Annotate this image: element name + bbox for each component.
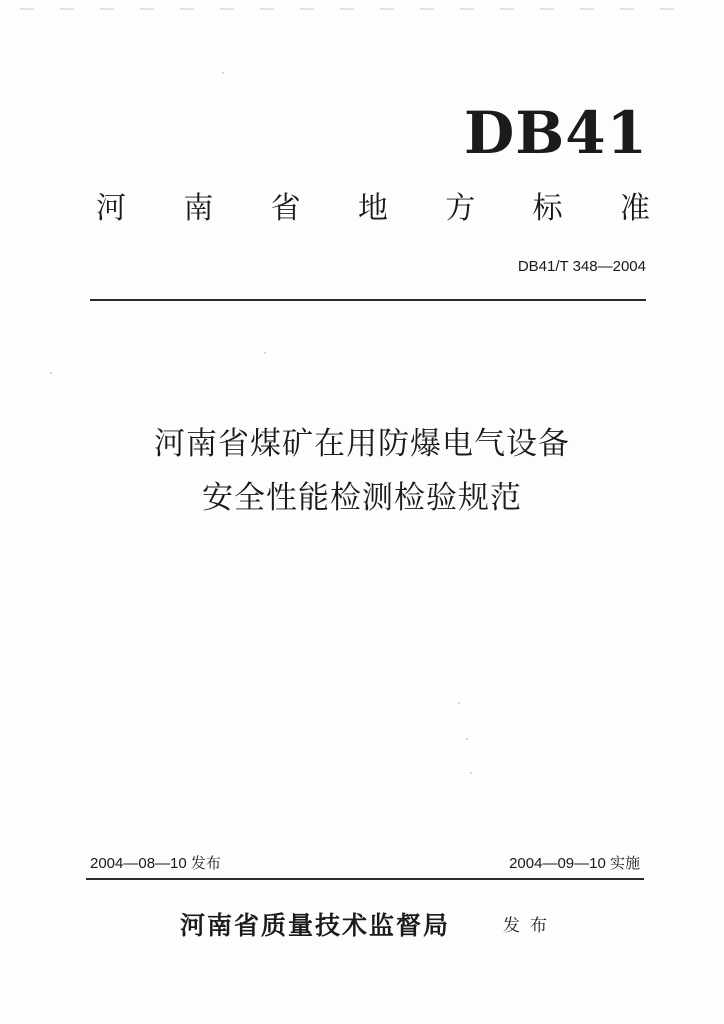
header-divider [90,299,646,301]
standard-type-char: 南 [183,191,214,226]
scan-artifact [20,8,700,10]
standard-type-char: 省 [270,191,301,226]
standard-type-char: 准 [619,191,650,226]
document-title-line-2: 安全性能检测检验规范 [202,480,522,516]
scan-speck [50,372,52,374]
standard-number: DB41/T 348—2004 [517,258,646,275]
standard-type-char: 地 [357,191,388,226]
standard-type-char: 标 [532,191,563,226]
standard-type-char: 河 [96,191,126,226]
scan-speck [470,772,472,774]
publish-date: 2004—08—10 发布 [90,855,221,872]
issue-label: 发布 [503,916,557,936]
scan-speck [264,352,266,354]
standard-code: DB41 [463,99,648,167]
footer-divider [86,878,644,880]
document-title-line-1: 河南省煤矿在用防爆电气设备 [154,426,570,462]
issuing-authority: 河南省质量技术监督局 [180,911,451,940]
standard-type [96,191,650,226]
scan-speck [222,72,224,74]
scan-speck [458,702,460,704]
date-row [90,856,640,871]
scan-speck [466,738,468,740]
standard-type-char: 方 [445,191,476,226]
implement-date: 2004—09—10 实施 [509,855,640,872]
